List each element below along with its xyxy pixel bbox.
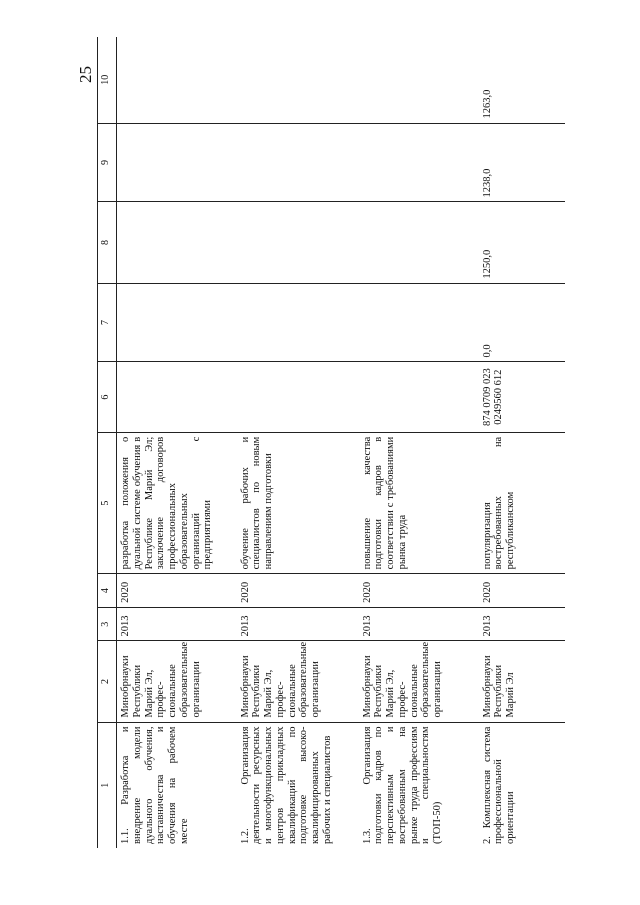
table-row <box>479 37 565 848</box>
column-header-7: 7 <box>98 283 117 362</box>
column-header-10: 10 <box>98 37 117 123</box>
start-year-cell: 2013 <box>237 607 359 641</box>
expected-result-cell: разработка положения о дуальной системе обучения в Республике Марий Эл; заключение договоров профессиональных образовательных организаций с предприятиями <box>117 432 237 574</box>
value-col7-cell: 0,0 <box>479 283 565 362</box>
value-col9-cell <box>359 123 479 202</box>
value-col7-cell <box>117 283 237 362</box>
measure-name-cell: 1.3. Организация подготовки кадров по перспективным и востребованным на рынке труда профессиям и специальностям (ТОП-50) <box>361 726 443 844</box>
column-header-6: 6 <box>98 362 117 432</box>
value-col8-cell <box>117 202 237 283</box>
value-col7-cell <box>359 283 479 362</box>
end-year-cell: 2020 <box>237 574 359 608</box>
measure-name-cell: 1.2. Организация деятельности ресурсных и многофункциональных центров прикладных квалификаций по подготовке высоко-квалифицированных рабочих и специалистов <box>239 726 333 844</box>
value-col9-cell: 1238,0 <box>479 123 565 202</box>
value-col8-cell <box>237 202 359 283</box>
budget-code-cell <box>237 362 359 432</box>
column-header-8: 8 <box>98 202 117 283</box>
rotated-table-container <box>97 37 567 848</box>
value-col8-cell: 1250,0 <box>479 202 565 283</box>
program-measures-table <box>97 37 565 848</box>
start-year-cell: 2013 <box>117 607 237 641</box>
value-col9-cell <box>237 123 359 202</box>
value-col10-cell <box>359 37 479 123</box>
value-col10-cell <box>237 37 359 123</box>
end-year-cell: 2020 <box>359 574 479 608</box>
column-header-5: 5 <box>98 432 117 574</box>
column-header-2: 2 <box>98 641 117 722</box>
budget-code-cell <box>359 362 479 432</box>
value-col10-cell: 1263,0 <box>479 37 565 123</box>
executor-cell: Минобрнауки Республики Марий Эл, профес-сиональные образовательные организации <box>359 641 479 722</box>
measure-name-cell: 1.1. Разработка и внедрение модели дуального обучения, наставничества и обучения на рабочем месте <box>120 726 190 844</box>
expected-result-cell: популяризация востребованных на республиканском <box>479 432 565 574</box>
value-col10-cell <box>117 37 237 123</box>
table-row <box>117 37 237 848</box>
budget-code-cell <box>117 362 237 432</box>
executor-cell: Минобрнауки Республики Марий Эл, профес-сиональные образовательные организации <box>237 641 359 722</box>
end-year-cell: 2020 <box>117 574 237 608</box>
table-row <box>359 37 479 848</box>
page-number: 25 <box>76 66 95 83</box>
expected-result-cell: повышение качества подготовки кадров в соответствии с требованиями рынка труда <box>359 432 479 574</box>
executor-cell: Минобрнауки Республики Марий Эл <box>479 641 565 722</box>
budget-code-cell: 874 0709 0230249560 612 <box>479 362 565 432</box>
column-header-1: 1 <box>98 722 117 848</box>
expected-result-cell: обучение рабочих и специалистов по новым направлениям подготовки <box>237 432 359 574</box>
measure-name-cell: 2. Комплексная система профессиональной ориентации <box>481 726 516 844</box>
table-header-row <box>98 37 117 848</box>
value-col8-cell <box>359 202 479 283</box>
executor-cell: Минобрнауки Республики Марий Эл, профес-сиональные образовательные организации <box>117 641 237 722</box>
end-year-cell: 2020 <box>479 574 565 608</box>
table-row <box>237 37 359 848</box>
column-header-4: 4 <box>98 574 117 608</box>
value-col9-cell <box>117 123 237 202</box>
start-year-cell: 2013 <box>479 607 565 641</box>
value-col7-cell <box>237 283 359 362</box>
column-header-9: 9 <box>98 123 117 202</box>
start-year-cell: 2013 <box>359 607 479 641</box>
column-header-3: 3 <box>98 607 117 641</box>
